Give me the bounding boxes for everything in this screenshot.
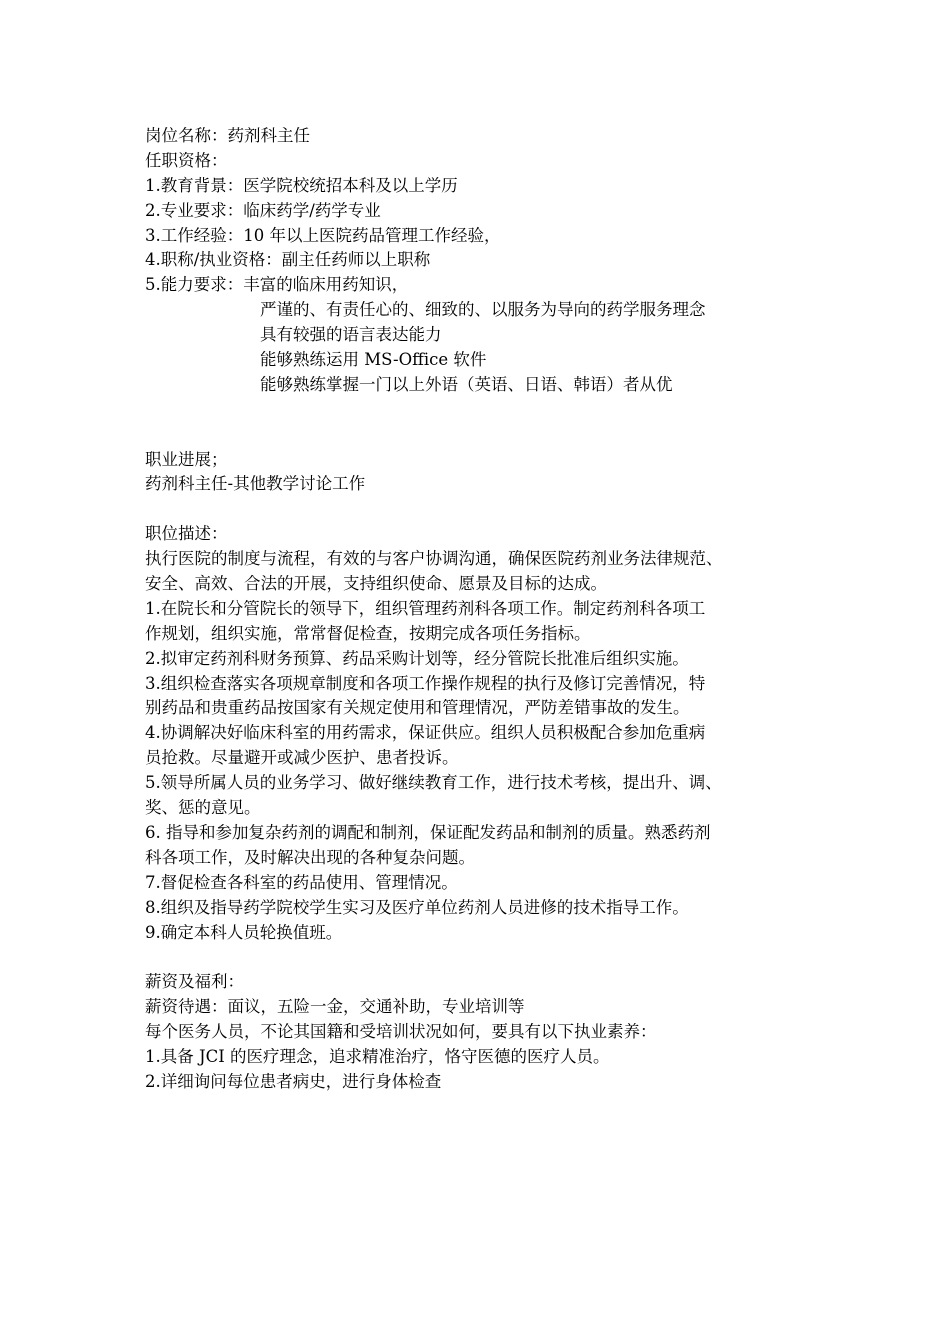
spacer: [145, 945, 825, 970]
description-line: 别药品和贵重药品按国家有关规定使用和管理情况，严防差错事故的发生。: [145, 698, 690, 718]
benefits-line: 1.具备 JCI 的医疗理念，追求精准治疗，恪守医德的医疗人员。: [145, 1046, 610, 1066]
description-line: 3.组织检查落实各项规章制度和各项工作操作规程的执行及修订完善情况，特: [145, 673, 706, 693]
description-line: 2.拟审定药剂科财务预算、药品采购计划等，经分管院长批准后组织实施。: [145, 648, 689, 668]
spacer: [145, 497, 825, 522]
qualification-item: 1.教育背景：医学院校统招本科及以上学历: [145, 175, 458, 195]
spacer: [145, 398, 825, 423]
description-line: 员抢救。尽量避开或减少医护、患者投诉。: [145, 748, 459, 768]
description-line: 科各项工作，及时解决出现的各种复杂问题。: [145, 847, 475, 867]
ability-detail: 能够熟练运用 MS-Office 软件: [260, 350, 487, 370]
qualification-item: 2.专业要求：临床药学/药学专业: [145, 200, 381, 220]
benefits-line: 每个医务人员，不论其国籍和受培训状况如何，要具有以下执业素养：: [145, 1022, 657, 1042]
description-line: 7.督促检查各科室的药品使用、管理情况。: [145, 872, 458, 892]
qualification-item: 4.职称/执业资格：副主任药师以上职称: [145, 250, 431, 270]
spacer: [145, 423, 825, 448]
qualifications-heading: 任职资格：: [145, 150, 228, 170]
benefits-heading: 薪资及福利：: [145, 972, 244, 992]
ability-detail: 具有较强的语言表达能力: [260, 325, 442, 345]
description-line: 执行医院的制度与流程，有效的与客户协调沟通，确保医院药剂业务法律规范、: [145, 549, 723, 569]
ability-detail: 能够熟练掌握一门以上外语（英语、日语、韩语）者从优: [260, 374, 673, 394]
description-line: 5.领导所属人员的业务学习、做好继续教育工作，进行技术考核，提出升、调、: [145, 773, 722, 793]
career-path: 药剂科主任-其他教学讨论工作: [145, 474, 366, 494]
ability-detail: 严谨的、有责任心的、细致的、以服务为导向的药学服务理念: [260, 300, 706, 320]
career-heading: 职业进展；: [145, 449, 228, 469]
description-line: 作规划，组织实施，常常督促检查，按期完成各项任务指标。: [145, 623, 591, 643]
benefits-line: 薪资待遇：面议，五险一金，交通补助，专业培训等: [145, 997, 525, 1017]
document-body: [145, 124, 825, 1095]
description-line: 4.协调解决好临床科室的用药需求，保证供应。组织人员积极配合参加危重病: [145, 723, 706, 743]
description-line: 1.在院长和分管院长的领导下，组织管理药剂科各项工作。制定药剂科各项工: [145, 598, 706, 618]
description-line: 奖、惩的意见。: [145, 798, 261, 818]
benefits-line: 2.详细询问每位患者病史，进行身体检查: [145, 1071, 442, 1091]
description-line: 6. 指导和参加复杂药剂的调配和制剂，保证配发药品和制剂的质量。熟悉药剂: [145, 822, 711, 842]
description-line: 8.组织及指导药学院校学生实习及医疗单位药剂人员进修的技术指导工作。: [145, 897, 689, 917]
description-heading: 职位描述：: [145, 524, 228, 544]
description-line: 9.确定本科人员轮换值班。: [145, 922, 343, 942]
description-line: 安全、高效、合法的开展，支持组织使命、愿景及目标的达成。: [145, 574, 607, 594]
job-title-line: 岗位名称：药剂科主任: [145, 126, 310, 145]
qualification-item: 5.能力要求：丰富的临床用药知识，: [145, 275, 409, 295]
qualification-item: 3.工作经验：10 年以上医院药品管理工作经验，: [145, 225, 501, 245]
